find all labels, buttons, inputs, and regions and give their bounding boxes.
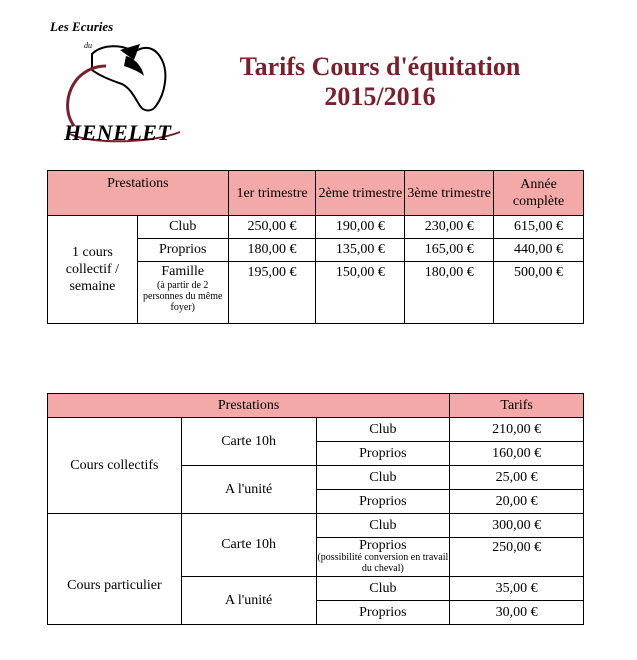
row-note: (à partir de 2 personnes du même foyer)	[143, 280, 223, 313]
type-note: (possibilité conversion en travail du cheval)	[317, 552, 449, 574]
price-cell: 160,00 €	[450, 442, 584, 466]
type-label: Proprios	[316, 442, 450, 466]
header-prestations: Prestations	[48, 171, 229, 216]
price-cell: 615,00 €	[494, 216, 584, 239]
table2-header-row	[48, 394, 584, 418]
logo-top-text: Les Ecuries	[50, 19, 114, 34]
price-cell: 30,00 €	[450, 601, 584, 625]
row-label: Famille	[161, 264, 205, 279]
price-cell: 165,00 €	[405, 239, 494, 262]
logo-du-text: du	[84, 41, 92, 50]
header-q3: 3ème trimestre	[405, 171, 494, 216]
table-row	[48, 418, 584, 442]
price-cell: 190,00 €	[316, 216, 405, 239]
price-cell: 35,00 €	[450, 577, 584, 601]
type-label: Club	[316, 577, 450, 601]
header-tarifs: Tarifs	[450, 394, 584, 418]
price-cell: 500,00 €	[494, 262, 584, 324]
price-cell: 20,00 €	[450, 490, 584, 514]
table1-header-row	[48, 171, 584, 216]
price-cell: 300,00 €	[450, 514, 584, 538]
header-prestations: Prestations	[48, 394, 450, 418]
sub-label: Carte 10h	[181, 514, 316, 577]
table-row	[48, 216, 584, 239]
quarterly-price-table	[47, 170, 584, 324]
sub-label: Carte 10h	[181, 418, 316, 466]
course-price-table	[47, 393, 584, 625]
price-cell: 230,00 €	[405, 216, 494, 239]
group-label: Cours collectifs	[48, 418, 182, 514]
price-cell: 250,00 €	[228, 216, 316, 239]
header-q2: 2ème trimestre	[316, 171, 405, 216]
group-label: Cours particulier	[48, 514, 182, 625]
type-label: Club	[316, 514, 450, 538]
type-label: Club	[316, 418, 450, 442]
price-cell: 210,00 €	[450, 418, 584, 442]
row-label: Club	[137, 216, 228, 239]
price-cell: 195,00 €	[228, 262, 316, 324]
logo	[30, 14, 190, 149]
type-label-cell	[316, 538, 450, 577]
title-line-2: 2015/2016	[324, 82, 436, 111]
price-cell: 250,00 €	[450, 538, 584, 577]
sub-label: A l'unité	[181, 466, 316, 514]
header-year: Année complète	[494, 171, 584, 216]
price-cell: 150,00 €	[316, 262, 405, 324]
group-label: 1 cours collectif / semaine	[48, 216, 138, 324]
type-label: Proprios	[359, 538, 407, 553]
price-cell: 180,00 €	[228, 239, 316, 262]
title-line-1: Tarifs Cours d'équitation	[239, 52, 521, 81]
price-cell: 440,00 €	[494, 239, 584, 262]
logo-name: HENELET	[64, 120, 172, 145]
price-cell: 25,00 €	[450, 466, 584, 490]
row-label-cell	[137, 262, 228, 324]
header-q1: 1er trimestre	[228, 171, 316, 216]
price-cell: 135,00 €	[316, 239, 405, 262]
type-label: Proprios	[316, 490, 450, 514]
type-label: Club	[316, 466, 450, 490]
page-title	[210, 52, 550, 112]
type-label: Proprios	[316, 601, 450, 625]
price-cell: 180,00 €	[405, 262, 494, 324]
row-label: Proprios	[137, 239, 228, 262]
sub-label: A l'unité	[181, 577, 316, 625]
table-row	[48, 514, 584, 538]
